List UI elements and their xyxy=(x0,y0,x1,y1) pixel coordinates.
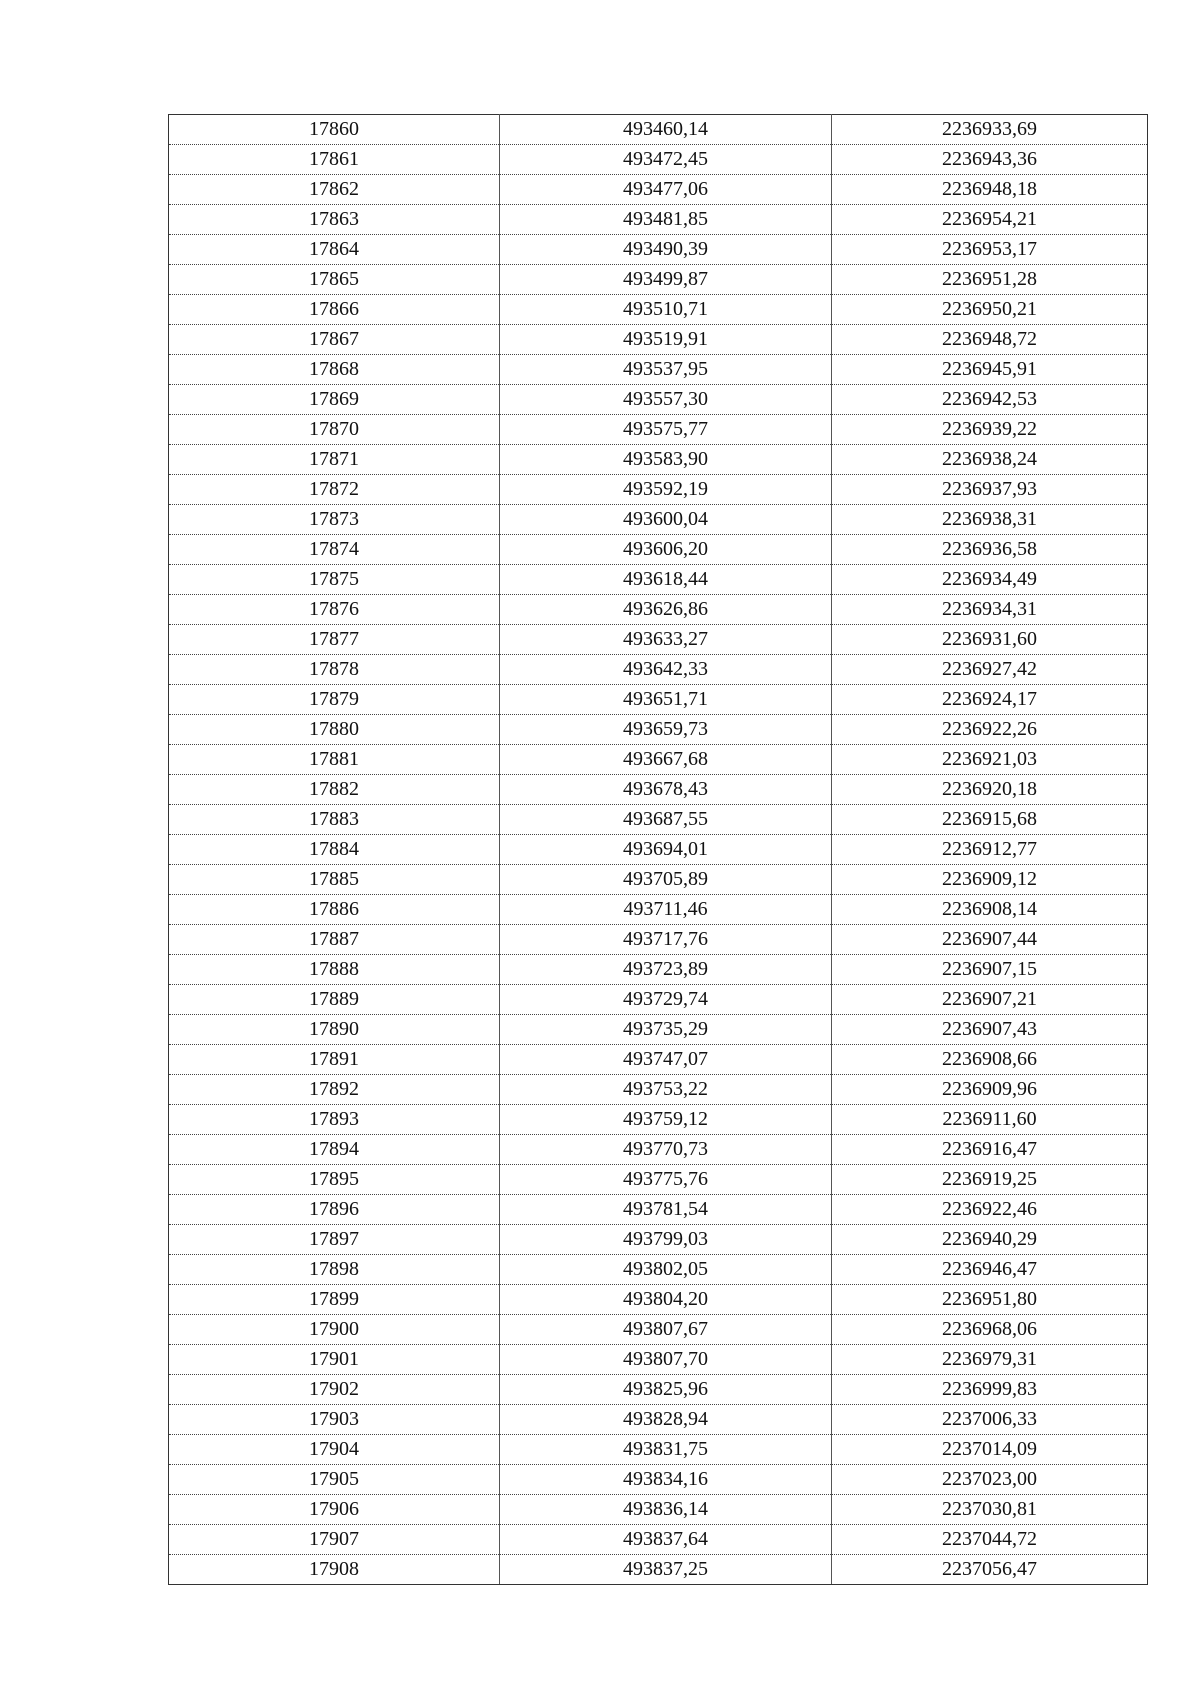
y-coordinate-cell: 2236908,66 xyxy=(832,1045,1148,1075)
coordinates-table-body xyxy=(169,115,1148,1585)
x-coordinate-cell: 493557,30 xyxy=(500,385,832,415)
x-coordinate-cell: 493834,16 xyxy=(500,1465,832,1495)
y-coordinate-cell: 2236916,47 xyxy=(832,1135,1148,1165)
table-row xyxy=(169,1375,1148,1405)
x-coordinate-cell: 493759,12 xyxy=(500,1105,832,1135)
y-coordinate-cell: 2237044,72 xyxy=(832,1525,1148,1555)
table-row xyxy=(169,385,1148,415)
x-coordinate-cell: 493575,77 xyxy=(500,415,832,445)
x-coordinate-cell: 493519,91 xyxy=(500,325,832,355)
y-coordinate-cell: 2236948,18 xyxy=(832,175,1148,205)
y-coordinate-cell: 2236939,22 xyxy=(832,415,1148,445)
x-coordinate-cell: 493618,44 xyxy=(500,565,832,595)
x-coordinate-cell: 493711,46 xyxy=(500,895,832,925)
table-row xyxy=(169,1135,1148,1165)
x-coordinate-cell: 493694,01 xyxy=(500,835,832,865)
table-row xyxy=(169,1555,1148,1585)
x-coordinate-cell: 493831,75 xyxy=(500,1435,832,1465)
point-number-cell: 17879 xyxy=(169,685,500,715)
x-coordinate-cell: 493804,20 xyxy=(500,1285,832,1315)
y-coordinate-cell: 2237006,33 xyxy=(832,1405,1148,1435)
table-row xyxy=(169,1405,1148,1435)
table-row xyxy=(169,1165,1148,1195)
x-coordinate-cell: 493626,86 xyxy=(500,595,832,625)
y-coordinate-cell: 2236907,15 xyxy=(832,955,1148,985)
y-coordinate-cell: 2236950,21 xyxy=(832,295,1148,325)
point-number-cell: 17865 xyxy=(169,265,500,295)
x-coordinate-cell: 493678,43 xyxy=(500,775,832,805)
point-number-cell: 17905 xyxy=(169,1465,500,1495)
table-row xyxy=(169,265,1148,295)
y-coordinate-cell: 2237030,81 xyxy=(832,1495,1148,1525)
point-number-cell: 17902 xyxy=(169,1375,500,1405)
table-row xyxy=(169,1045,1148,1075)
point-number-cell: 17868 xyxy=(169,355,500,385)
table-row xyxy=(169,565,1148,595)
y-coordinate-cell: 2236938,24 xyxy=(832,445,1148,475)
y-coordinate-cell: 2236920,18 xyxy=(832,775,1148,805)
y-coordinate-cell: 2236946,47 xyxy=(832,1255,1148,1285)
point-number-cell: 17866 xyxy=(169,295,500,325)
x-coordinate-cell: 493837,64 xyxy=(500,1525,832,1555)
point-number-cell: 17898 xyxy=(169,1255,500,1285)
point-number-cell: 17906 xyxy=(169,1495,500,1525)
y-coordinate-cell: 2236934,31 xyxy=(832,595,1148,625)
table-row xyxy=(169,505,1148,535)
table-row xyxy=(169,655,1148,685)
table-row xyxy=(169,205,1148,235)
x-coordinate-cell: 493592,19 xyxy=(500,475,832,505)
table-row xyxy=(169,535,1148,565)
table-row xyxy=(169,745,1148,775)
point-number-cell: 17872 xyxy=(169,475,500,505)
point-number-cell: 17876 xyxy=(169,595,500,625)
x-coordinate-cell: 493753,22 xyxy=(500,1075,832,1105)
y-coordinate-cell: 2236931,60 xyxy=(832,625,1148,655)
x-coordinate-cell: 493510,71 xyxy=(500,295,832,325)
point-number-cell: 17862 xyxy=(169,175,500,205)
table-row xyxy=(169,1525,1148,1555)
point-number-cell: 17880 xyxy=(169,715,500,745)
table-row xyxy=(169,1285,1148,1315)
point-number-cell: 17886 xyxy=(169,895,500,925)
table-row xyxy=(169,145,1148,175)
table-row xyxy=(169,325,1148,355)
y-coordinate-cell: 2236927,42 xyxy=(832,655,1148,685)
table-row xyxy=(169,1495,1148,1525)
point-number-cell: 17871 xyxy=(169,445,500,475)
table-row xyxy=(169,685,1148,715)
y-coordinate-cell: 2236942,53 xyxy=(832,385,1148,415)
point-number-cell: 17860 xyxy=(169,115,500,145)
table-row xyxy=(169,235,1148,265)
y-coordinate-cell: 2236979,31 xyxy=(832,1345,1148,1375)
y-coordinate-cell: 2236922,26 xyxy=(832,715,1148,745)
x-coordinate-cell: 493781,54 xyxy=(500,1195,832,1225)
point-number-cell: 17863 xyxy=(169,205,500,235)
y-coordinate-cell: 2236999,83 xyxy=(832,1375,1148,1405)
y-coordinate-cell: 2237056,47 xyxy=(832,1555,1148,1585)
point-number-cell: 17884 xyxy=(169,835,500,865)
point-number-cell: 17891 xyxy=(169,1045,500,1075)
table-row xyxy=(169,475,1148,505)
x-coordinate-cell: 493799,03 xyxy=(500,1225,832,1255)
x-coordinate-cell: 493537,95 xyxy=(500,355,832,385)
table-row xyxy=(169,775,1148,805)
x-coordinate-cell: 493460,14 xyxy=(500,115,832,145)
table-row xyxy=(169,955,1148,985)
table-row xyxy=(169,355,1148,385)
x-coordinate-cell: 493499,87 xyxy=(500,265,832,295)
y-coordinate-cell: 2236922,46 xyxy=(832,1195,1148,1225)
point-number-cell: 17908 xyxy=(169,1555,500,1585)
table-row xyxy=(169,1105,1148,1135)
y-coordinate-cell: 2236934,49 xyxy=(832,565,1148,595)
table-row xyxy=(169,595,1148,625)
table-row xyxy=(169,835,1148,865)
point-number-cell: 17899 xyxy=(169,1285,500,1315)
table-row xyxy=(169,175,1148,205)
y-coordinate-cell: 2236907,43 xyxy=(832,1015,1148,1045)
table-row xyxy=(169,1075,1148,1105)
x-coordinate-cell: 493687,55 xyxy=(500,805,832,835)
x-coordinate-cell: 493705,89 xyxy=(500,865,832,895)
point-number-cell: 17881 xyxy=(169,745,500,775)
x-coordinate-cell: 493825,96 xyxy=(500,1375,832,1405)
table-row xyxy=(169,1315,1148,1345)
table-row xyxy=(169,985,1148,1015)
x-coordinate-cell: 493481,85 xyxy=(500,205,832,235)
y-coordinate-cell: 2236940,29 xyxy=(832,1225,1148,1255)
coordinates-table xyxy=(168,114,1148,1585)
y-coordinate-cell: 2236951,28 xyxy=(832,265,1148,295)
y-coordinate-cell: 2236943,36 xyxy=(832,145,1148,175)
point-number-cell: 17877 xyxy=(169,625,500,655)
point-number-cell: 17896 xyxy=(169,1195,500,1225)
y-coordinate-cell: 2236954,21 xyxy=(832,205,1148,235)
table-row xyxy=(169,1435,1148,1465)
table-row xyxy=(169,625,1148,655)
point-number-cell: 17904 xyxy=(169,1435,500,1465)
y-coordinate-cell: 2236968,06 xyxy=(832,1315,1148,1345)
x-coordinate-cell: 493807,70 xyxy=(500,1345,832,1375)
point-number-cell: 17900 xyxy=(169,1315,500,1345)
y-coordinate-cell: 2236911,60 xyxy=(832,1105,1148,1135)
point-number-cell: 17901 xyxy=(169,1345,500,1375)
table-row xyxy=(169,1015,1148,1045)
point-number-cell: 17890 xyxy=(169,1015,500,1045)
x-coordinate-cell: 493717,76 xyxy=(500,925,832,955)
x-coordinate-cell: 493807,67 xyxy=(500,1315,832,1345)
table-row xyxy=(169,895,1148,925)
y-coordinate-cell: 2236937,93 xyxy=(832,475,1148,505)
y-coordinate-cell: 2236919,25 xyxy=(832,1165,1148,1195)
point-number-cell: 17893 xyxy=(169,1105,500,1135)
table-row xyxy=(169,805,1148,835)
y-coordinate-cell: 2236907,44 xyxy=(832,925,1148,955)
y-coordinate-cell: 2236909,96 xyxy=(832,1075,1148,1105)
x-coordinate-cell: 493836,14 xyxy=(500,1495,832,1525)
x-coordinate-cell: 493583,90 xyxy=(500,445,832,475)
point-number-cell: 17878 xyxy=(169,655,500,685)
table-row xyxy=(169,295,1148,325)
point-number-cell: 17888 xyxy=(169,955,500,985)
y-coordinate-cell: 2236915,68 xyxy=(832,805,1148,835)
point-number-cell: 17869 xyxy=(169,385,500,415)
table-row xyxy=(169,1195,1148,1225)
table-row xyxy=(169,1465,1148,1495)
point-number-cell: 17861 xyxy=(169,145,500,175)
table-row xyxy=(169,1345,1148,1375)
x-coordinate-cell: 493667,68 xyxy=(500,745,832,775)
x-coordinate-cell: 493477,06 xyxy=(500,175,832,205)
x-coordinate-cell: 493775,76 xyxy=(500,1165,832,1195)
y-coordinate-cell: 2236953,17 xyxy=(832,235,1148,265)
x-coordinate-cell: 493837,25 xyxy=(500,1555,832,1585)
table-row xyxy=(169,115,1148,145)
y-coordinate-cell: 2236948,72 xyxy=(832,325,1148,355)
x-coordinate-cell: 493490,39 xyxy=(500,235,832,265)
y-coordinate-cell: 2236912,77 xyxy=(832,835,1148,865)
y-coordinate-cell: 2236907,21 xyxy=(832,985,1148,1015)
table-row xyxy=(169,925,1148,955)
x-coordinate-cell: 493802,05 xyxy=(500,1255,832,1285)
point-number-cell: 17873 xyxy=(169,505,500,535)
point-number-cell: 17889 xyxy=(169,985,500,1015)
y-coordinate-cell: 2236924,17 xyxy=(832,685,1148,715)
y-coordinate-cell: 2236933,69 xyxy=(832,115,1148,145)
x-coordinate-cell: 493828,94 xyxy=(500,1405,832,1435)
point-number-cell: 17864 xyxy=(169,235,500,265)
table-row xyxy=(169,715,1148,745)
x-coordinate-cell: 493600,04 xyxy=(500,505,832,535)
x-coordinate-cell: 493633,27 xyxy=(500,625,832,655)
y-coordinate-cell: 2236945,91 xyxy=(832,355,1148,385)
table-row xyxy=(169,1255,1148,1285)
y-coordinate-cell: 2236908,14 xyxy=(832,895,1148,925)
point-number-cell: 17875 xyxy=(169,565,500,595)
x-coordinate-cell: 493723,89 xyxy=(500,955,832,985)
y-coordinate-cell: 2236938,31 xyxy=(832,505,1148,535)
x-coordinate-cell: 493472,45 xyxy=(500,145,832,175)
y-coordinate-cell: 2236951,80 xyxy=(832,1285,1148,1315)
x-coordinate-cell: 493651,71 xyxy=(500,685,832,715)
point-number-cell: 17897 xyxy=(169,1225,500,1255)
x-coordinate-cell: 493642,33 xyxy=(500,655,832,685)
y-coordinate-cell: 2237023,00 xyxy=(832,1465,1148,1495)
x-coordinate-cell: 493606,20 xyxy=(500,535,832,565)
table-row xyxy=(169,1225,1148,1255)
point-number-cell: 17895 xyxy=(169,1165,500,1195)
x-coordinate-cell: 493735,29 xyxy=(500,1015,832,1045)
y-coordinate-cell: 2236909,12 xyxy=(832,865,1148,895)
point-number-cell: 17874 xyxy=(169,535,500,565)
point-number-cell: 17882 xyxy=(169,775,500,805)
x-coordinate-cell: 493729,74 xyxy=(500,985,832,1015)
y-coordinate-cell: 2236921,03 xyxy=(832,745,1148,775)
point-number-cell: 17867 xyxy=(169,325,500,355)
x-coordinate-cell: 493747,07 xyxy=(500,1045,832,1075)
point-number-cell: 17894 xyxy=(169,1135,500,1165)
point-number-cell: 17903 xyxy=(169,1405,500,1435)
point-number-cell: 17870 xyxy=(169,415,500,445)
point-number-cell: 17883 xyxy=(169,805,500,835)
point-number-cell: 17885 xyxy=(169,865,500,895)
x-coordinate-cell: 493770,73 xyxy=(500,1135,832,1165)
y-coordinate-cell: 2236936,58 xyxy=(832,535,1148,565)
table-row xyxy=(169,445,1148,475)
x-coordinate-cell: 493659,73 xyxy=(500,715,832,745)
point-number-cell: 17907 xyxy=(169,1525,500,1555)
table-row xyxy=(169,865,1148,895)
point-number-cell: 17892 xyxy=(169,1075,500,1105)
y-coordinate-cell: 2237014,09 xyxy=(832,1435,1148,1465)
point-number-cell: 17887 xyxy=(169,925,500,955)
table-row xyxy=(169,415,1148,445)
